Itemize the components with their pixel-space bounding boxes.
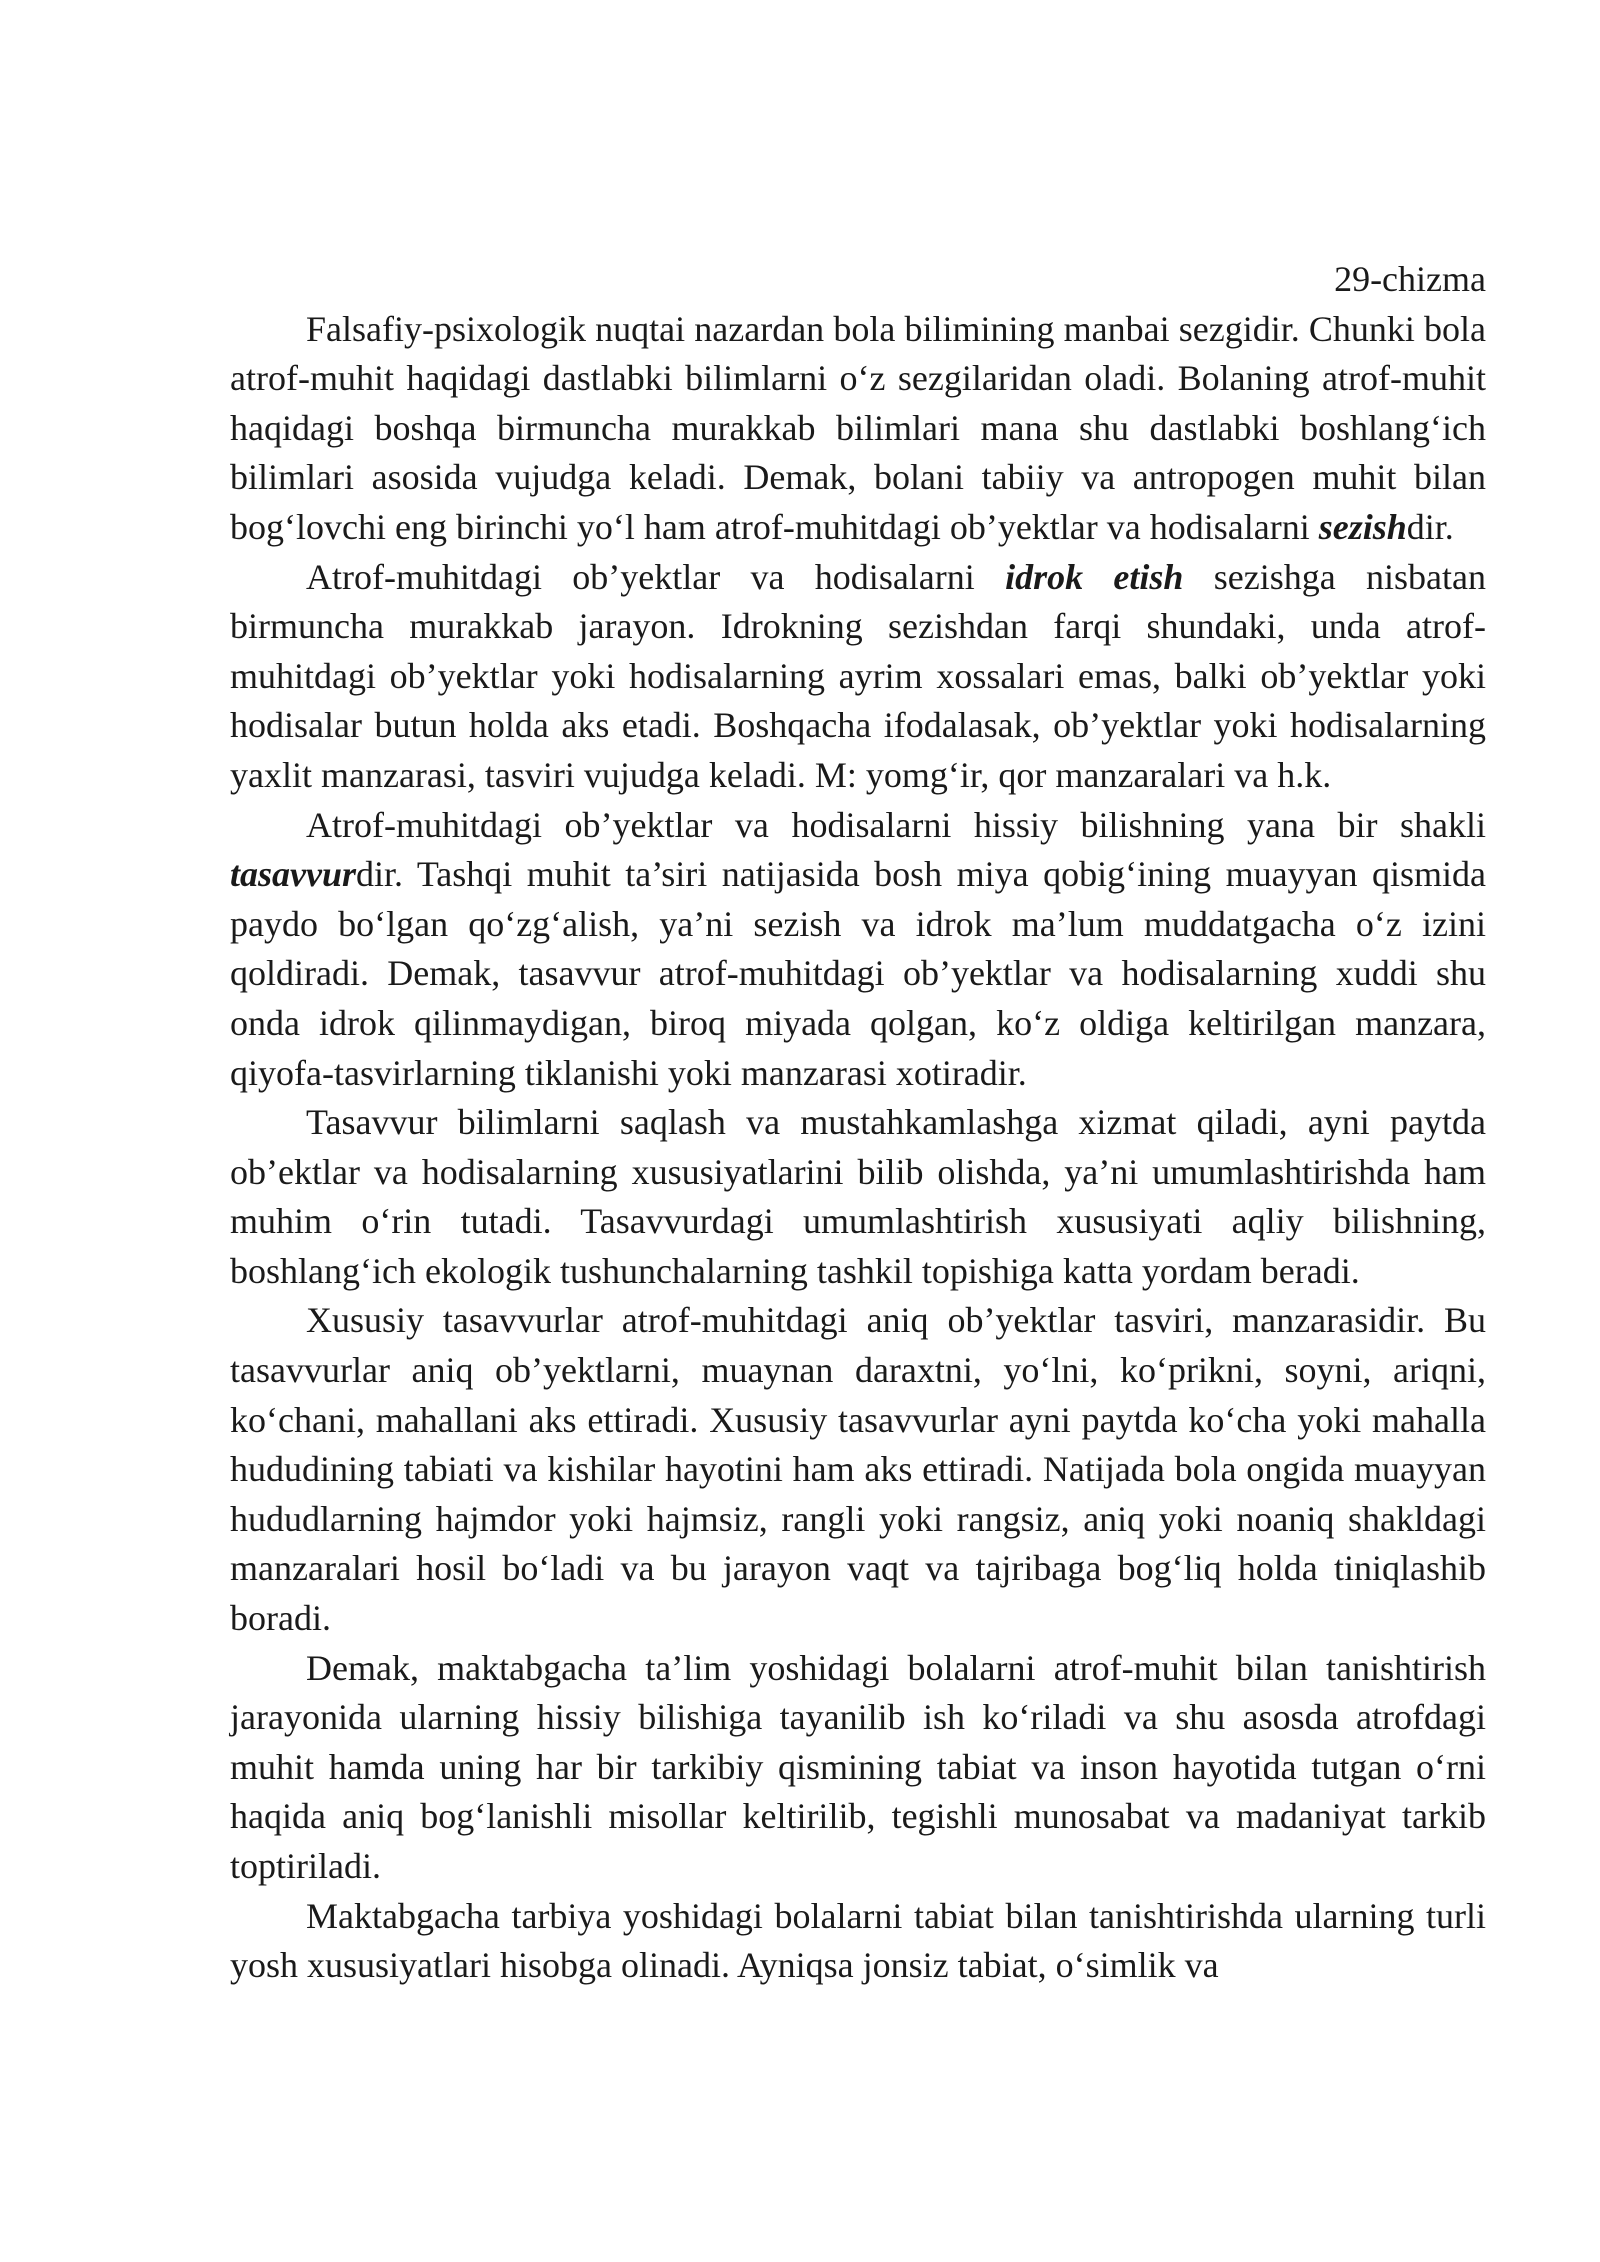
paragraph-text: dir.	[1406, 506, 1454, 547]
paragraph-text: Falsafiy-psixologik nuqtai nazardan bola bilimining manbai sezgidir. Chunki bola atrof-muhit haqidagi dastlabki bilimlarni o‘z sezgilaridan oladi. Bolaning atrof-muhit haqidagi boshqa birmuncha murakkab bilimlari mana shu dastlabki boshlang‘ich bilimlari asosida vujudga keladi. Demak, bolani tabiiy va antropogen muhit bilan bog‘lovchi eng birinchi yo‘l ham atrof-muhitdagi ob’yektlar va hodisalarni	[230, 308, 1486, 547]
term-idrok-etish: idrok etish	[1005, 556, 1184, 597]
paragraph-text: Atrof-muhitdagi ob’yektlar va hodisalarni hissiy bilishning yana bir shakli	[306, 804, 1486, 845]
paragraph-text: dir. Tashqi muhit ta’siri natijasida bosh miya qobig‘ining muayyan qismida paydo bo‘lgan qo‘zg‘alish, ya’ni sezish va idrok ma’lum muddatgacha o‘z izini qoldiradi. Demak, tasavvur atrof-muhitdagi ob’yektlar va hodisalarning xuddi shu onda idrok qilinmaydigan, biroq miyada qolgan, ko‘z oldiga keltirilgan manzara, qiyofa-tasvirlarning tiklanishi yoki manzarasi xotiradir.	[230, 854, 1486, 1093]
term-sezish: sezish	[1318, 506, 1407, 547]
figure-caption: 29-chizma	[1334, 259, 1486, 299]
paragraph-4: Tasavvur bilimlarni saqlash va mustahkamlashga xizmat qiladi, ayni paytda ob’ektlar va hodisalarning xususiyatlarini bilib olishda, ya’ni umumlashtirishda ham muhim o‘rin tutadi. Tasavvurdagi umumlashtirish xususiyati aqliy bilishning, boshlang‘ich ekologik tushunchalarning tashkil topishiga katta yordam beradi.	[230, 1102, 1486, 1291]
paragraph-6: Demak, maktabgacha ta’lim yoshidagi bolalarni atrof-muhit bilan tanishtirish jarayonida ularning hissiy bilishiga tayanilib ish ko‘riladi va shu asosda atrofdagi muhit hamda uning har bir tarkibiy qismining tabiat va inson hayotida tutgan o‘rni haqida aniq bog‘lanishli misollar keltirilib, tegishli munosabat va madaniyat tarkib toptiriladi.	[230, 1647, 1486, 1886]
paragraph-text: sezishga nisbatan birmuncha murakkab jarayon. Idrokning sezishdan farqi shundaki, unda atrof-muhitdagi ob’yektlar yoki hodisalarning ayrim xossalari emas, balki ob’yektlar yoki hodisalar butun holda aks etadi. Boshqacha ifodalasak, ob’yektlar yoki hodisalarning yaxlit manzarasi, tasviri vujudga keladi. M: yomg‘ir, qor manzaralari va h.k.	[230, 556, 1486, 795]
paragraph-2	[230, 553, 1486, 801]
paragraph-7: Maktabgacha tarbiya yoshidagi bolalarni tabiat bilan tanishtirishda ularning turli yosh xususiyatlari hisobga olinadi. Ayniqsa jonsiz tabiat, o‘simlik va	[230, 1895, 1486, 1986]
paragraph-3	[230, 801, 1486, 1099]
paragraph-text: Atrof-muhitdagi ob’yektlar va hodisalarni	[306, 556, 1006, 597]
paragraph-5: Xususiy tasavvurlar atrof-muhitdagi aniq ob’yektlar tasviri, manzarasidir. Bu tasavvurlar aniq ob’yektlarni, muaynan daraxtni, yo‘lni, ko‘prikni, soyni, ariqni, ko‘chani, mahallani aks ettiradi. Xususiy tasavvurlar ayni paytda ko‘cha yoki mahalla hududining tabiati va kishilar hayotini ham aks ettiradi. Natijada bola ongida muayyan hududlarning hajmdor yoki hajmsiz, rangli yoki rangsiz, aniq yoki noaniq shakldagi manzaralari hosil bo‘ladi va bu jarayon vaqt va tajribaga bog‘liq holda tiniqlashib boradi.	[230, 1300, 1486, 1639]
term-tasavvur: tasavvur	[230, 854, 356, 895]
document-page	[230, 255, 1486, 1991]
paragraph-1	[230, 305, 1486, 553]
